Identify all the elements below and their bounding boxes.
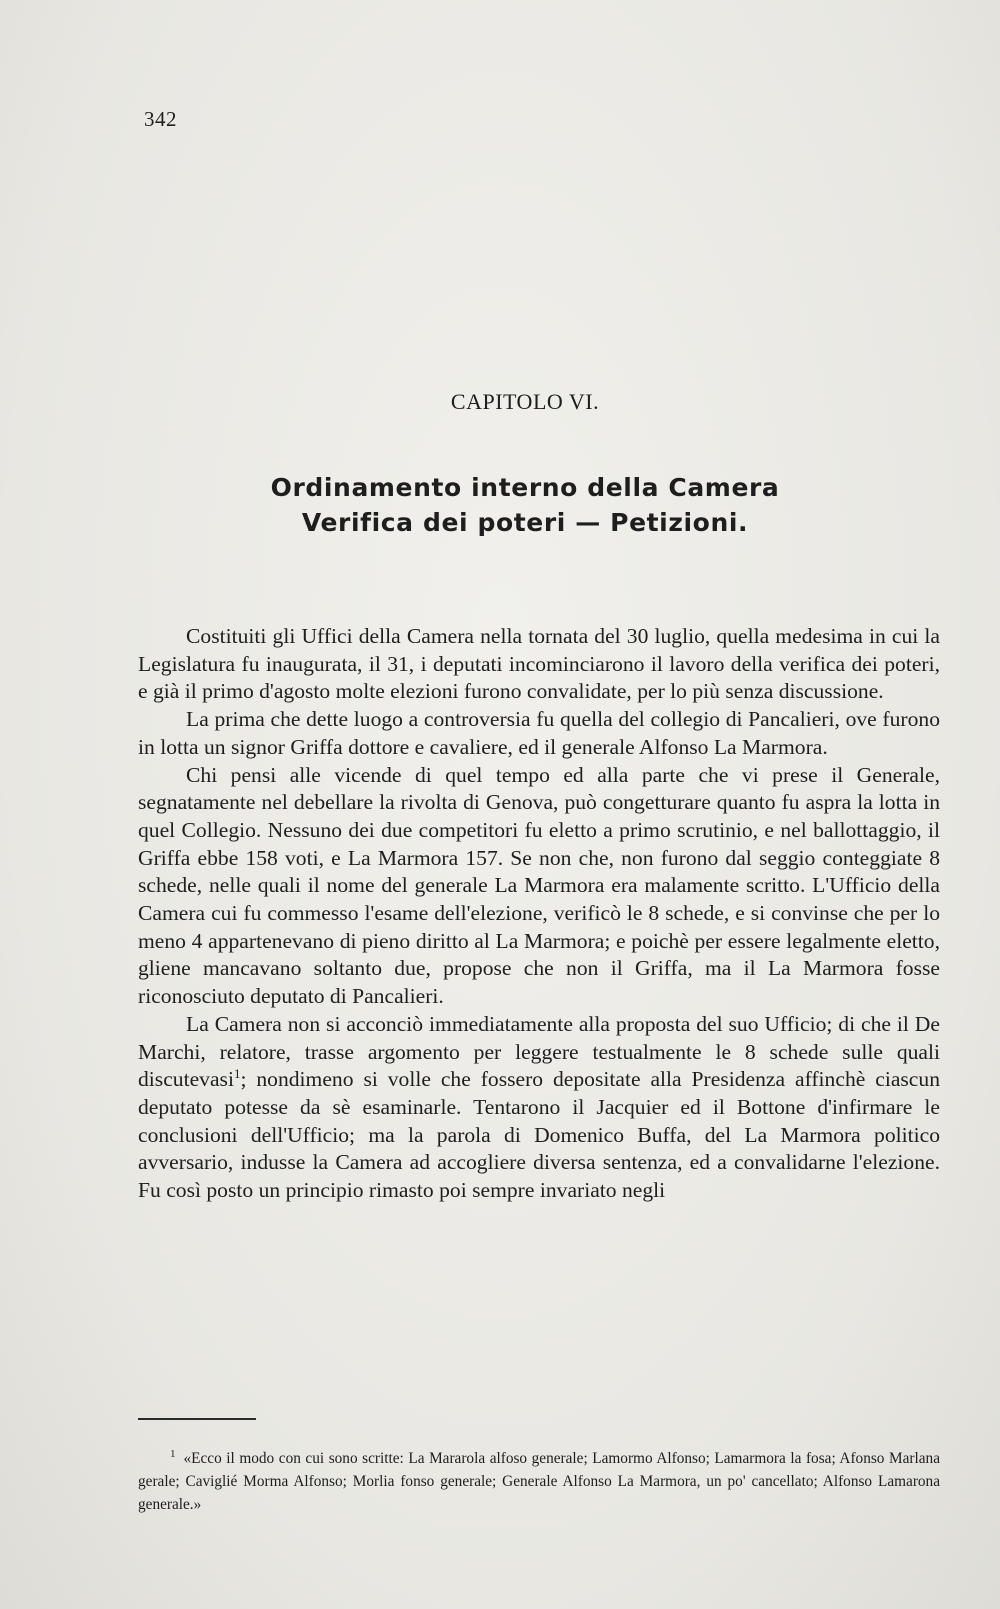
page-number: 342 xyxy=(144,107,177,131)
paragraph-text: La Camera non si acconciò immediatamente alla proposta del suo Ufficio; di che il De Marchi, relatore, trasse argomento per leggere testualmente le 8 schede sulle quali discutevasi xyxy=(138,1011,940,1092)
footnote-reference[interactable]: 1 xyxy=(233,1066,241,1082)
chapter-heading: CAPITOLO VI. xyxy=(450,389,600,414)
footnote xyxy=(138,1447,940,1516)
chapter-title-line-1: Ordinamento interno della Camera xyxy=(270,473,780,502)
footnote-divider xyxy=(138,1418,256,1420)
paragraph xyxy=(138,1011,940,1205)
footnote-text: «Ecco il modo con cui sono scritte: La Mararola alfoso generale; Lamormo Alfonso; Lamarmora la fosa; Afonso Marlana gerale; Caviglié Morma Alfonso; Morlia fonso generale; Generale Alfonso La Marmora, un po' cancellato; Alfonso Lamarona generale.» xyxy=(138,1450,940,1513)
body-text xyxy=(138,623,940,1205)
paragraph: Costituiti gli Uffici della Camera nella tornata del 30 luglio, quella medesima in cui la Legislatura fu inaugurata, il 31, i deputati incominciarono il lavoro della verifica dei poteri, e già il primo d'agosto molte elezioni furono convalidate, per lo più senza discussione. xyxy=(138,624,940,704)
chapter-title xyxy=(0,470,1000,540)
paragraph: La prima che dette luogo a controversia fu quella del collegio di Pancalieri, ove furono in lotta un signor Griffa dottore e cavaliere, ed il generale Alfonso La Marmora. xyxy=(138,707,940,759)
paragraph: Chi pensi alle vicende di quel tempo ed alla parte che vi prese il Generale, segnatamente nel debellare la rivolta di Genova, può congetturare quanto fu aspra la lotta in quel Collegio. Nessuno dei due competitori fu eletto a primo scrutinio, e nel ballottaggio, il Griffa ebbe 158 voti, e La Marmora 157. Se non che, non furono dal seggio conteggiate 8 schede, nelle quali il nome del generale La Marmora era malamente scritto. L'Ufficio della Camera cui fu commesso l'esame dell'elezione, verificò le 8 schede, e si convinse che per lo meno 4 appartenevano di pieno diritto al La Marmora; e poichè per essere legalmente eletto, gliene mancavano soltanto due, propose che non il Griffa, ma il La Marmora fosse riconosciuto deputato di Pancalieri. xyxy=(138,762,940,1009)
chapter-title-line-2: Verifica dei poteri — Petizioni. xyxy=(301,508,749,537)
footnote-number: 1 xyxy=(170,1447,176,1460)
paragraph-text: ; nondimeno si volle che fossero depositate alla Presidenza affinchè ciascun deputato potesse da sè esaminarle. Tentarono il Jacquier ed il Bottone d'infirmare le conclusioni dell'Ufficio; ma la parola di Domenico Buffa, del La Marmora politico avversario, indusse la Camera ad accogliere diversa sentenza, ed a convalidarne l'elezione. Fu così posto un principio rimasto poi sempre invariato negli xyxy=(138,1067,940,1203)
